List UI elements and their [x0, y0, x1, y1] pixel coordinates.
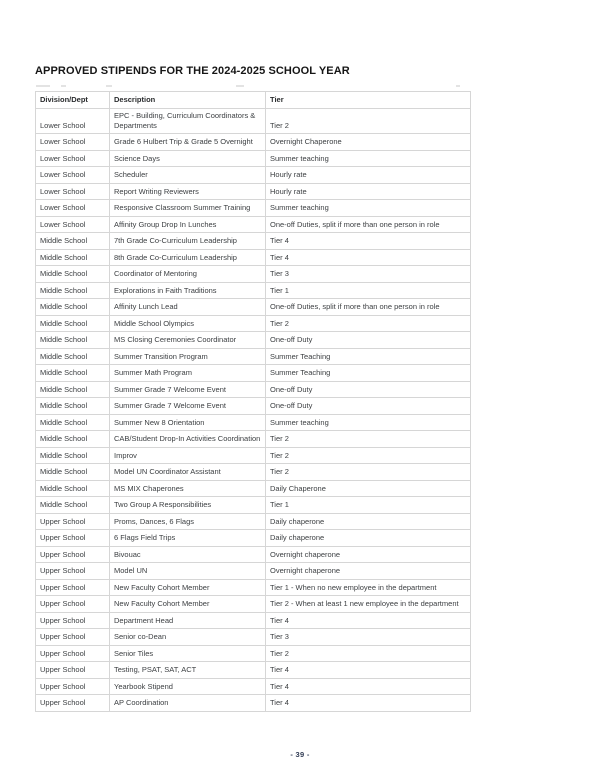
- description-cell: Report Writing Reviewers: [110, 183, 266, 200]
- table-row: [36, 678, 471, 695]
- tier-cell: Tier 1 - When no new employee in the department: [266, 579, 471, 596]
- table-row: [36, 299, 471, 316]
- table-header-row: [36, 92, 471, 109]
- tier-cell: Overnight Chaperone: [266, 134, 471, 151]
- division-dept-cell: Middle School: [36, 315, 110, 332]
- division-dept-cell: Middle School: [36, 365, 110, 382]
- description-cell: Explorations in Faith Traditions: [110, 282, 266, 299]
- table-row: [36, 134, 471, 151]
- division-dept-cell: Lower School: [36, 216, 110, 233]
- table-row: [36, 282, 471, 299]
- tier-cell: Daily chaperone: [266, 530, 471, 547]
- tier-cell: One-off Duty: [266, 381, 471, 398]
- division-dept-cell: Middle School: [36, 398, 110, 415]
- description-cell: EPC - Building, Curriculum Coordinators & Departments: [110, 109, 266, 134]
- table-row: [36, 563, 471, 580]
- tier-cell: Tier 2: [266, 315, 471, 332]
- tier-cell: Tier 2: [266, 645, 471, 662]
- table-row: [36, 332, 471, 349]
- division-dept-cell: Upper School: [36, 546, 110, 563]
- division-dept-cell: Middle School: [36, 431, 110, 448]
- description-cell: Model UN: [110, 563, 266, 580]
- table-row: [36, 249, 471, 266]
- description-cell: New Faculty Cohort Member: [110, 596, 266, 613]
- division-dept-cell: Upper School: [36, 612, 110, 629]
- description-cell: CAB/Student Drop-In Activities Coordination: [110, 431, 266, 448]
- division-dept-cell: Lower School: [36, 134, 110, 151]
- stipends-table: [35, 91, 471, 712]
- table-row: [36, 150, 471, 167]
- tier-cell: One-off Duty: [266, 332, 471, 349]
- table-row: [36, 381, 471, 398]
- tier-cell: One-off Duty: [266, 398, 471, 415]
- table-row: [36, 414, 471, 431]
- division-dept-cell: Upper School: [36, 563, 110, 580]
- table-row: [36, 348, 471, 365]
- division-dept-cell: Lower School: [36, 183, 110, 200]
- table-row: [36, 645, 471, 662]
- tier-cell: Summer teaching: [266, 414, 471, 431]
- division-dept-cell: Middle School: [36, 480, 110, 497]
- division-dept-cell: Upper School: [36, 678, 110, 695]
- page-title: APPROVED STIPENDS FOR THE 2024-2025 SCHOOL YEAR: [35, 65, 350, 77]
- table-row: [36, 233, 471, 250]
- tier-cell: Tier 1: [266, 497, 471, 514]
- description-cell: Summer Grade 7 Welcome Event: [110, 381, 266, 398]
- description-cell: 6 Flags Field Trips: [110, 530, 266, 547]
- division-dept-cell: Middle School: [36, 282, 110, 299]
- division-dept-cell: Upper School: [36, 530, 110, 547]
- tier-cell: Summer teaching: [266, 200, 471, 217]
- description-cell: Senior Tiles: [110, 645, 266, 662]
- table-row: [36, 662, 471, 679]
- description-cell: Affinity Group Drop In Lunches: [110, 216, 266, 233]
- page-number: - 39 -: [290, 750, 310, 759]
- table-row: [36, 216, 471, 233]
- table-row: [36, 629, 471, 646]
- table-row: [36, 315, 471, 332]
- division-dept-cell: Upper School: [36, 629, 110, 646]
- description-cell: Affinity Lunch Lead: [110, 299, 266, 316]
- division-dept-cell: Middle School: [36, 332, 110, 349]
- description-cell: Summer New 8 Orientation: [110, 414, 266, 431]
- division-dept-cell: Upper School: [36, 513, 110, 530]
- tier-cell: Summer teaching: [266, 150, 471, 167]
- table-row: [36, 546, 471, 563]
- description-cell: Science Days: [110, 150, 266, 167]
- division-dept-cell: Middle School: [36, 266, 110, 283]
- division-dept-cell: Middle School: [36, 447, 110, 464]
- tier-cell: Hourly rate: [266, 183, 471, 200]
- faded-text-artifact: [35, 84, 470, 88]
- table-row: [36, 200, 471, 217]
- division-dept-cell: Middle School: [36, 414, 110, 431]
- description-cell: Two Group A Responsibilities: [110, 497, 266, 514]
- tier-cell: Overnight chaperone: [266, 563, 471, 580]
- division-dept-cell: Middle School: [36, 464, 110, 481]
- table-row: [36, 109, 471, 134]
- tier-cell: Summer Teaching: [266, 365, 471, 382]
- tier-cell: Tier 2: [266, 447, 471, 464]
- description-cell: Summer Math Program: [110, 365, 266, 382]
- description-cell: Grade 6 Hulbert Trip & Grade 5 Overnight: [110, 134, 266, 151]
- description-cell: Improv: [110, 447, 266, 464]
- table-row: [36, 464, 471, 481]
- tier-cell: Tier 3: [266, 629, 471, 646]
- division-dept-cell: Upper School: [36, 662, 110, 679]
- description-cell: AP Coordination: [110, 695, 266, 712]
- division-dept-cell: Upper School: [36, 579, 110, 596]
- tier-cell: Tier 2: [266, 109, 471, 134]
- tier-cell: Tier 2 - When at least 1 new employee in the department: [266, 596, 471, 613]
- division-dept-cell: Middle School: [36, 381, 110, 398]
- table-row: [36, 513, 471, 530]
- tier-cell: Tier 4: [266, 662, 471, 679]
- table-row: [36, 398, 471, 415]
- tier-cell: Summer Teaching: [266, 348, 471, 365]
- description-cell: Responsive Classroom Summer Training: [110, 200, 266, 217]
- description-cell: Coordinator of Mentoring: [110, 266, 266, 283]
- description-cell: 8th Grade Co-Curriculum Leadership: [110, 249, 266, 266]
- description-cell: Scheduler: [110, 167, 266, 184]
- tier-cell: Tier 2: [266, 464, 471, 481]
- description-cell: Department Head: [110, 612, 266, 629]
- division-dept-cell: Lower School: [36, 167, 110, 184]
- tier-cell: Tier 4: [266, 233, 471, 250]
- division-dept-cell: Upper School: [36, 695, 110, 712]
- division-dept-cell: Upper School: [36, 645, 110, 662]
- tier-cell: Overnight chaperone: [266, 546, 471, 563]
- description-cell: Testing, PSAT, SAT, ACT: [110, 662, 266, 679]
- description-cell: MS Closing Ceremonies Coordinator: [110, 332, 266, 349]
- column-header-division-dept: Division/Dept: [36, 92, 110, 109]
- table-row: [36, 497, 471, 514]
- description-cell: Bivouac: [110, 546, 266, 563]
- tier-cell: Tier 4: [266, 678, 471, 695]
- tier-cell: Hourly rate: [266, 167, 471, 184]
- table-row: [36, 579, 471, 596]
- description-cell: Senior co-Dean: [110, 629, 266, 646]
- table-row: [36, 530, 471, 547]
- description-cell: Yearbook Stipend: [110, 678, 266, 695]
- column-header-tier: Tier: [266, 92, 471, 109]
- description-cell: Proms, Dances, 6 Flags: [110, 513, 266, 530]
- description-cell: 7th Grade Co-Curriculum Leadership: [110, 233, 266, 250]
- table-row: [36, 596, 471, 613]
- division-dept-cell: Lower School: [36, 200, 110, 217]
- division-dept-cell: Middle School: [36, 348, 110, 365]
- tier-cell: Tier 4: [266, 249, 471, 266]
- division-dept-cell: Middle School: [36, 233, 110, 250]
- tier-cell: Daily Chaperone: [266, 480, 471, 497]
- description-cell: New Faculty Cohort Member: [110, 579, 266, 596]
- table-row: [36, 612, 471, 629]
- division-dept-cell: Middle School: [36, 497, 110, 514]
- tier-cell: Tier 1: [266, 282, 471, 299]
- table-row: [36, 695, 471, 712]
- table-row: [36, 431, 471, 448]
- tier-cell: Tier 4: [266, 695, 471, 712]
- table-row: [36, 480, 471, 497]
- table-body: [36, 109, 471, 712]
- column-header-description: Description: [110, 92, 266, 109]
- table-row: [36, 183, 471, 200]
- tier-cell: Daily chaperone: [266, 513, 471, 530]
- tier-cell: Tier 4: [266, 612, 471, 629]
- description-cell: Summer Transition Program: [110, 348, 266, 365]
- division-dept-cell: Middle School: [36, 249, 110, 266]
- division-dept-cell: Upper School: [36, 596, 110, 613]
- table-row: [36, 365, 471, 382]
- division-dept-cell: Lower School: [36, 150, 110, 167]
- tier-cell: Tier 3: [266, 266, 471, 283]
- table-row: [36, 266, 471, 283]
- description-cell: Model UN Coordinator Assistant: [110, 464, 266, 481]
- tier-cell: One-off Duties, split if more than one person in role: [266, 299, 471, 316]
- tier-cell: Tier 2: [266, 431, 471, 448]
- division-dept-cell: Lower School: [36, 109, 110, 134]
- description-cell: Summer Grade 7 Welcome Event: [110, 398, 266, 415]
- tier-cell: One-off Duties, split if more than one person in role: [266, 216, 471, 233]
- table-row: [36, 167, 471, 184]
- description-cell: MS MIX Chaperones: [110, 480, 266, 497]
- table-row: [36, 447, 471, 464]
- division-dept-cell: Middle School: [36, 299, 110, 316]
- description-cell: Middle School Olympics: [110, 315, 266, 332]
